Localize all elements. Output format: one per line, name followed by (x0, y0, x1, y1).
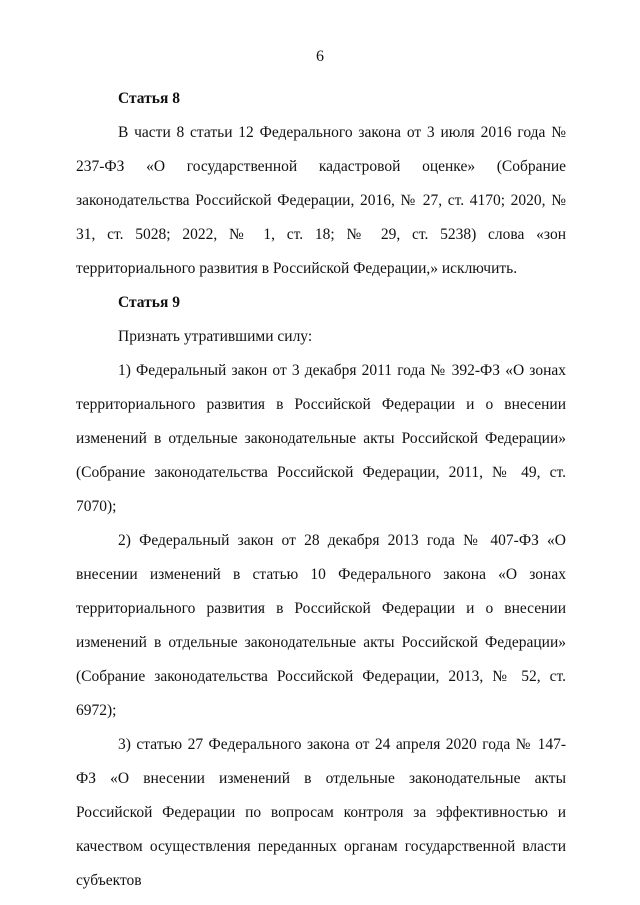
article-9-heading: Статья 9 (118, 294, 180, 311)
article-9-intro: Признать утратившими силу: (118, 328, 313, 345)
page-number: 6 (316, 48, 324, 65)
article-9-item-3: 3) статью 27 Федерального закона от 24 апреля 2020 года № 147-ФЗ «О внесении изменений в отдельные законодательные акты Российской Федерации по вопросам контроля за эффективностью и качеством осуществления переданных органам государственной власти субъектов (76, 736, 566, 889)
article-8-heading: Статья 8 (118, 90, 180, 107)
document-body (76, 82, 566, 898)
article-9-item-1: 1) Федеральный закон от 3 декабря 2011 года № 392-ФЗ «О зонах территориального развития в Российской Федерации и о внесении изменений в отдельные законодательные акты Российской Федерации» (Собрание законодательства Российской Федерации, 2011, № 49, ст. 7070); (76, 362, 566, 515)
article-9-item-2: 2) Федеральный закон от 28 декабря 2013 года № 407-ФЗ «О внесении изменений в статью 10 Федерального закона «О зонах территориального развития в Российской Федерации и о внесении изменений в отдельные законодательные акты Российской Федерации» (Собрание законодательства Российской Федерации, 2013, № 52, ст. 6972); (76, 532, 566, 719)
article-8-text: В части 8 статьи 12 Федерального закона от 3 июля 2016 года № 237-ФЗ «О государственной кадастровой оценке» (Собрание законодательства Российской Федерации, 2016, № 27, ст. 4170; 2020, № 31, ст. 5028; 2022, № 1, ст. 18; № 29, ст. 5238) слова «зон территориального развития в Российской Федерации,» исключить. (76, 124, 566, 277)
